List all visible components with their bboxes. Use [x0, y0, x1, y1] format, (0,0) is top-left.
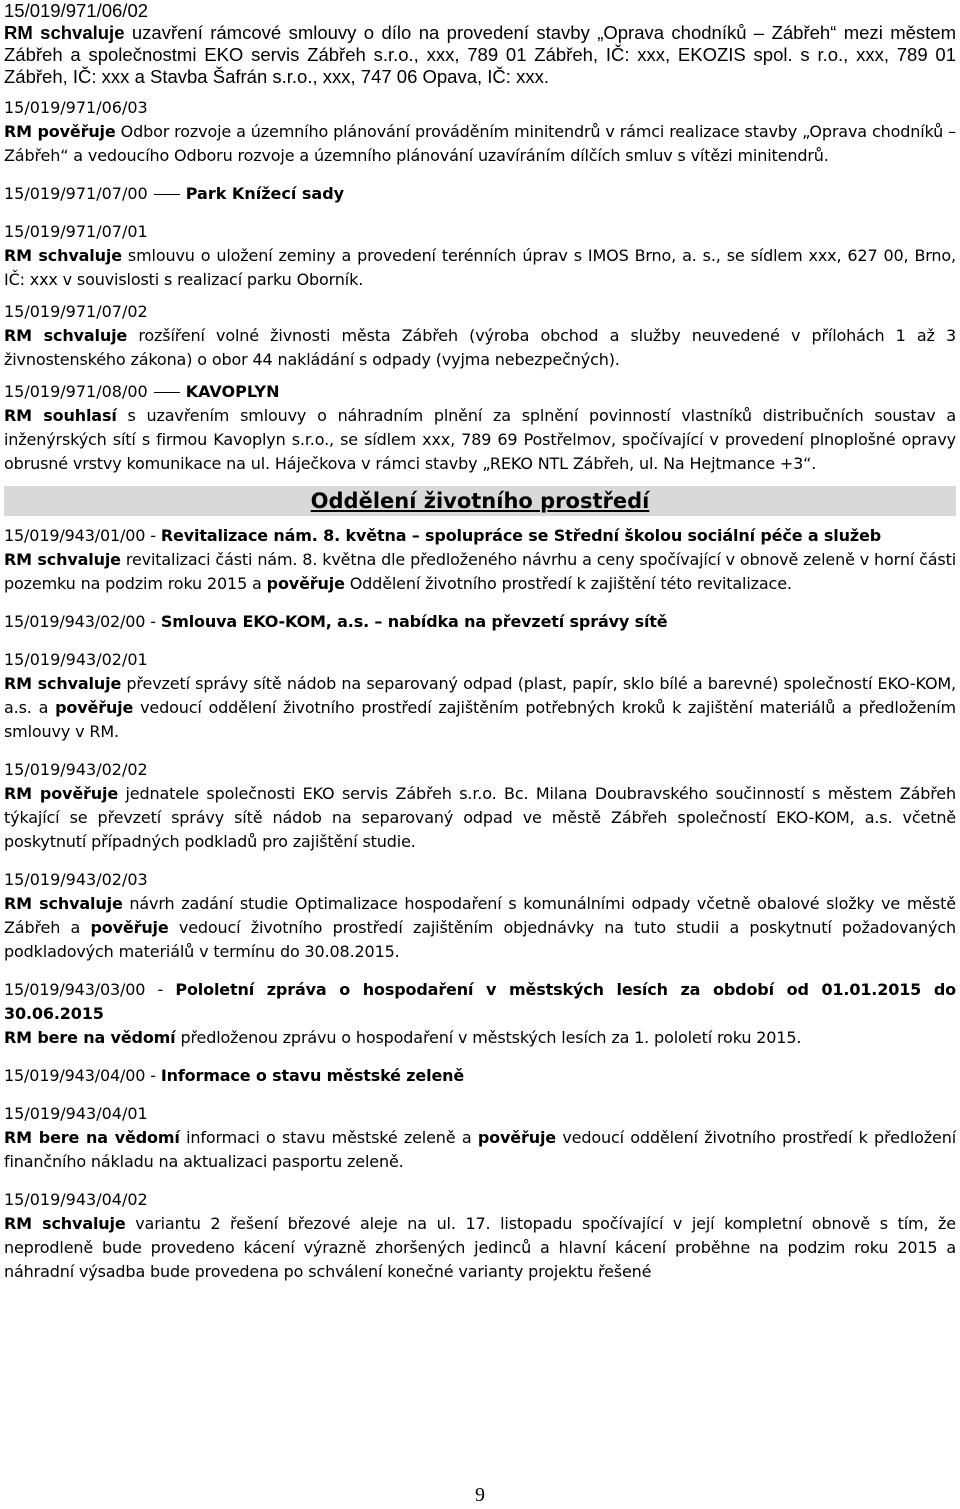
resolution-15-019-971-06-03 — [4, 96, 956, 168]
resolution-body: Oddělení životního prostředí k zajištění této revitalizace. — [344, 574, 792, 593]
resolution-code: 15/019/971/06/02 — [4, 0, 149, 21]
resolution-text — [4, 404, 956, 476]
resolution-verb: pověřuje — [477, 1128, 556, 1147]
dash-separator — [154, 194, 180, 195]
resolution-code: 15/019/943/02/03 — [4, 870, 148, 889]
resolution-text — [4, 548, 956, 596]
agenda-code: 15/019/943/02/00 - — [4, 612, 156, 631]
dash-separator — [154, 392, 180, 393]
resolution-body: jednatele společnosti EKO servis Zábřeh s.r.o. Bc. Milana Doubravského součinností s městem Zábřeh týkající se převzetí správy sítě nádob na separovaný odpad ve městě Zábřeh společností EKO-KOM, a.s. včetně poskytnutí případných podkladů pro zajištění studie. — [4, 784, 956, 851]
document-page — [4, 0, 956, 1284]
agenda-heading-kavoplyn — [4, 380, 956, 404]
resolution-code: 15/019/971/07/01 — [4, 222, 148, 241]
resolution-text — [4, 244, 956, 292]
resolution-verb: RM schvaluje — [4, 550, 121, 569]
section-title: Oddělení životního prostředí — [310, 489, 650, 513]
agenda-title: Park Knížecí sady — [185, 184, 345, 203]
resolution-verb: RM schvaluje — [4, 246, 122, 265]
page-number: 9 — [475, 1484, 485, 1506]
resolution-verb: RM pověřuje — [4, 784, 119, 803]
resolution-body: Odbor rozvoje a územního plánování prováděním minitendrů v rámci realizace stavby „Oprava chodníků – Zábřeh“ a vedoucího Odboru rozvoje a územního plánování uzavíráním dílčích smluv s vítězi minitendrů. — [4, 122, 957, 165]
agenda-heading-revitalizace — [4, 524, 956, 548]
resolution-code: 15/019/971/06/03 — [4, 98, 148, 117]
resolution-verb: RM bere na vědomí — [4, 1028, 176, 1047]
resolution-body: návrh zadání studie Optimalizace hospodaření s komunálními odpady včetně obalové složky ve městě Zábřeh a — [4, 894, 956, 937]
agenda-heading-eko-kom — [4, 610, 956, 634]
agenda-title: Informace o stavu městské zeleně — [160, 1066, 465, 1085]
agenda-code: 15/019/971/07/00 — [4, 184, 148, 203]
resolution-body: vedoucí oddělení životního prostředí zajištěním potřebných kroků k zajištění materiálů a předložením smlouvy v RM. — [4, 698, 956, 741]
resolution-verb: RM souhlasí — [4, 406, 117, 425]
resolution-text — [4, 672, 956, 744]
agenda-heading-lesy — [4, 978, 956, 1026]
resolution-verb: RM schvaluje — [4, 894, 123, 913]
resolution-body: uzavření rámcové smlouvy o dílo na provedení stavby „Oprava chodníků – Zábřeh“ mezi městem Zábřeh a společnostmi EKO servis Zábřeh s.r.o., xxx, 789 01 Zábřeh, IČ: xxx, EKOZIS spol. s r.o., xxx, 789 01 Zábřeh, IČ: xxx a Stavba Šafrán s.r.o., xxx, 747 06 Opava, IČ: xxx. — [4, 22, 956, 87]
resolution-text — [4, 1026, 956, 1050]
resolution-verb: RM schvaluje — [4, 1214, 126, 1233]
agenda-code: 15/019/943/03/00 - — [4, 980, 164, 999]
resolution-text — [4, 892, 956, 964]
agenda-heading-park — [4, 182, 956, 206]
resolution-text — [4, 782, 956, 854]
resolution-body: informaci o stavu městské zeleně a — [179, 1128, 478, 1147]
agenda-title: Revitalizace nám. 8. května – spolupráce se Střední školou sociální péče a služeb — [160, 526, 881, 545]
resolution-verb: RM schvaluje — [4, 674, 122, 693]
resolution-verb: pověřuje — [266, 574, 345, 593]
resolution-body: předloženou zprávu o hospodaření v městských lesích za 1. pololetí roku 2015. — [175, 1028, 802, 1047]
section-header-bar — [4, 486, 956, 516]
agenda-title: KAVOPLYN — [185, 382, 280, 401]
resolution-code: 15/019/943/02/01 — [4, 650, 148, 669]
resolution-text — [4, 1126, 956, 1174]
resolution-text — [4, 120, 956, 168]
resolution-body: variantu 2 řešení březové aleje na ul. 17. listopadu spočívající v její kompletní obnově s tím, že neprodleně bude provedeno kácení výrazně zhoršených jedinců a hlavní kácení proběhne na podzim roku 2015 a náhradní výsadba bude provedena po schválení konečné varianty projektu řešené — [4, 1214, 956, 1281]
resolution-text — [4, 1212, 956, 1284]
agenda-heading-zelen — [4, 1064, 956, 1088]
resolution-text — [4, 324, 956, 372]
resolution-body: vedoucí životního prostředí zajištěním objednávky na tuto studii a poskytnutí požadovaných podkladových materiálů v termínu do 30.08.2015. — [4, 918, 957, 961]
resolution-code: 15/019/943/04/02 — [4, 1190, 148, 1209]
resolution-verb: RM schvaluje — [4, 22, 125, 43]
agenda-code: 15/019/943/01/00 - — [4, 526, 156, 545]
resolution-15-019-971-06-02 — [4, 0, 956, 88]
resolution-body: s uzavřením smlouvy o náhradním plnění za splnění povinností vlastníků distribučních soustav a inženýrských sítí s firmou Kavoplyn s.r.o., se sídlem xxx, 789 69 Postřelmov, spočívající v provedení plnoplošné opravy obrusné vrstvy komunikace na ul. Háječkova v rámci stavby „REKO NTL Zábřeh, ul. Na Hejtmance +3“. — [4, 406, 956, 473]
agenda-title: Pololetní zpráva o hospodaření v městských lesích za období od 01.01.2015 do 30.06.2015 — [4, 980, 957, 1023]
resolution-code: 15/019/943/02/02 — [4, 760, 148, 779]
resolution-code: 15/019/943/04/01 — [4, 1104, 148, 1123]
resolution-15-019-971-07-02 — [4, 300, 956, 372]
agenda-code: 15/019/943/04/00 - — [4, 1066, 156, 1085]
resolution-body: převzetí správy sítě nádob na separovaný odpad (plast, papír, sklo bílé a barevné) společností EKO-KOM, a.s. a — [4, 674, 956, 717]
resolution-15-019-971-07-01 — [4, 220, 956, 292]
resolution-verb: RM pověřuje — [4, 122, 116, 141]
resolution-verb: RM schvaluje — [4, 326, 128, 345]
resolution-code: 15/019/971/07/02 — [4, 302, 148, 321]
agenda-title: Smlouva EKO-KOM, a.s. – nabídka na převzetí správy sítě — [160, 612, 668, 631]
resolution-verb: pověřuje — [90, 918, 169, 937]
resolution-body: rozšíření volné živnosti města Zábřeh (výroba obchod a služby neuvedené v přílohách 1 až 3 živnostenského zákona) o obor 44 nakládání s odpady (vyjma nebezpečných). — [4, 326, 957, 369]
resolution-body: revitalizaci části nám. 8. května dle předloženého návrhu a ceny spočívající v obnově zeleně v horní části pozemku na podzim roku 2015 a — [4, 550, 956, 593]
agenda-code: 15/019/971/08/00 — [4, 382, 148, 401]
resolution-verb: RM bere na vědomí — [4, 1128, 180, 1147]
resolution-text — [4, 22, 956, 88]
resolution-verb: pověřuje — [55, 698, 134, 717]
resolution-body: vedoucí oddělení životního prostředí k předložení finančního nákladu na aktualizaci pasportu zeleně. — [4, 1128, 956, 1171]
resolution-body: smlouvu o uložení zeminy a provedení terénních úprav s IMOS Brno, a. s., se sídlem xxx, 627 00, Brno, IČ: xxx v souvislosti s realizací parku Oborník. — [4, 246, 956, 289]
